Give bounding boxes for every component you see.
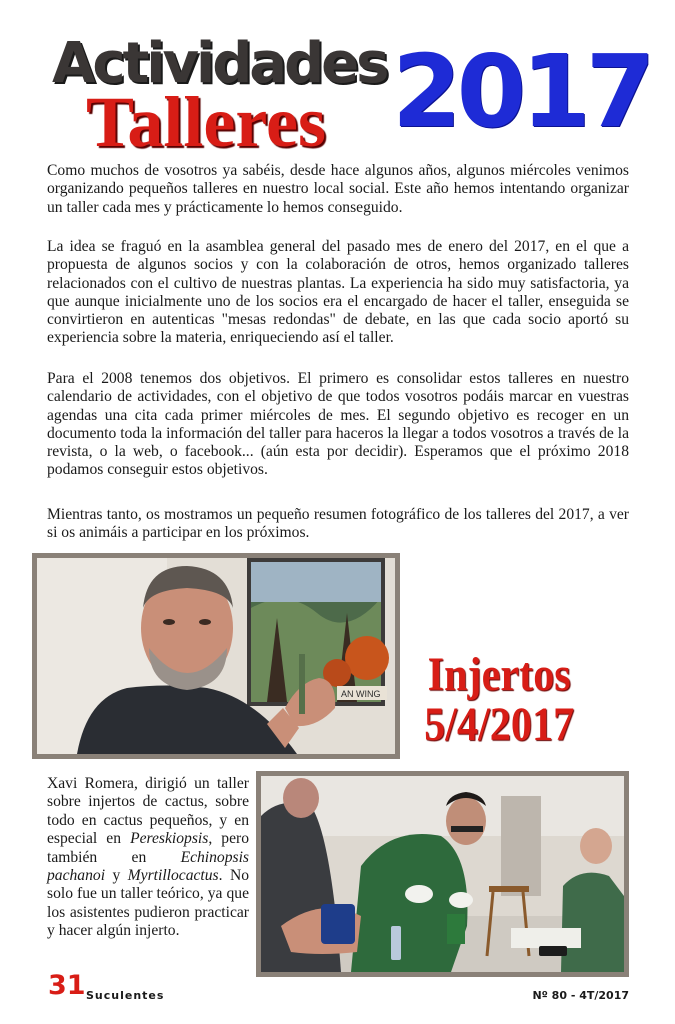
poster-text: AN WING	[341, 689, 381, 699]
page-number: 31	[48, 970, 86, 1001]
workshop-photo-practice	[256, 771, 629, 977]
workshop-description-part: y	[105, 867, 128, 885]
idea-paragraph: La idea se fraguó en la asamblea general del pasado mes de enero del 2017, en el que a propuesta de algunos socios y con la colaboración de otros, hemos organizado talleres relacionados con el cultivo de nuestras plantas. La experiencia ha sido muy satisfactoria, ya que aunque inicialmente uno de los socios era el encargado de hacer el taller, enseguida se convirtieron en autenticas "mesas redondas" de debate, en las que cada socio aportó su experiencia sobre la materia, enriqueciendo así el taller.	[47, 238, 629, 347]
objectives-paragraph: Para el 2008 tenemos dos objetivos. El primero es consolidar estos talleres en nuestro calendario de actividades, con el objetivo de que todos vosotros podáis marcar en vuestras agendas una cita cada primer miércoles de mes. El segundo objetivo es recoger en un documento toda la información del taller para haceros la llegar a todos vosotros a través de la revista, o la web, o facebook... (aún esta por decidir). Esperamos que el próximo 2018 podamos conseguir estos objetivos.	[47, 370, 629, 479]
issue-number: Nº 80 - 4T/2017	[532, 989, 629, 1002]
workshop-date: 5/4/2017	[424, 698, 575, 751]
header-year: 2017	[392, 33, 651, 150]
workshop-description-part: , pero también en	[47, 830, 249, 866]
header-section: Actividades	[52, 31, 387, 96]
closing-paragraph: Mientras tanto, os mostramos un pequeño resumen fotográfico de los talleres del 2017, a ver si os animáis a participar en los próximos.	[47, 506, 629, 542]
species-pereskiopsis: Pereskiopsis	[130, 830, 209, 848]
species-myrtillocactus: Myrtillocactus	[127, 867, 219, 885]
workshop-heading	[420, 650, 578, 750]
species-echinopsis: Echinopsis pachanoi	[47, 848, 249, 885]
magazine-name: Suculentes	[86, 989, 165, 1002]
workshop-photo-speaker	[32, 553, 400, 759]
workshop-name: Injertos	[427, 648, 571, 701]
workshop-description-part: Xavi Romera, dirigió un taller sobre injertos de cactus, sobre todo en cactus pequeños, y en especial en	[47, 775, 249, 848]
header-title: Talleres	[86, 82, 327, 162]
workshop-description-part: . No solo fue un taller teórico, ya que los asistentes pudieron practicar y hacer algún injerto.	[47, 867, 249, 940]
intro-paragraph: Como muchos de vosotros ya sabéis, desde hace algunos años, algunos miércoles venimos organizando pequeños talleres en nuestro local social. Este año hemos intentando organizar un taller cada mes y prácticamente lo hemos conseguido.	[47, 162, 629, 216]
workshop-description	[47, 775, 249, 941]
